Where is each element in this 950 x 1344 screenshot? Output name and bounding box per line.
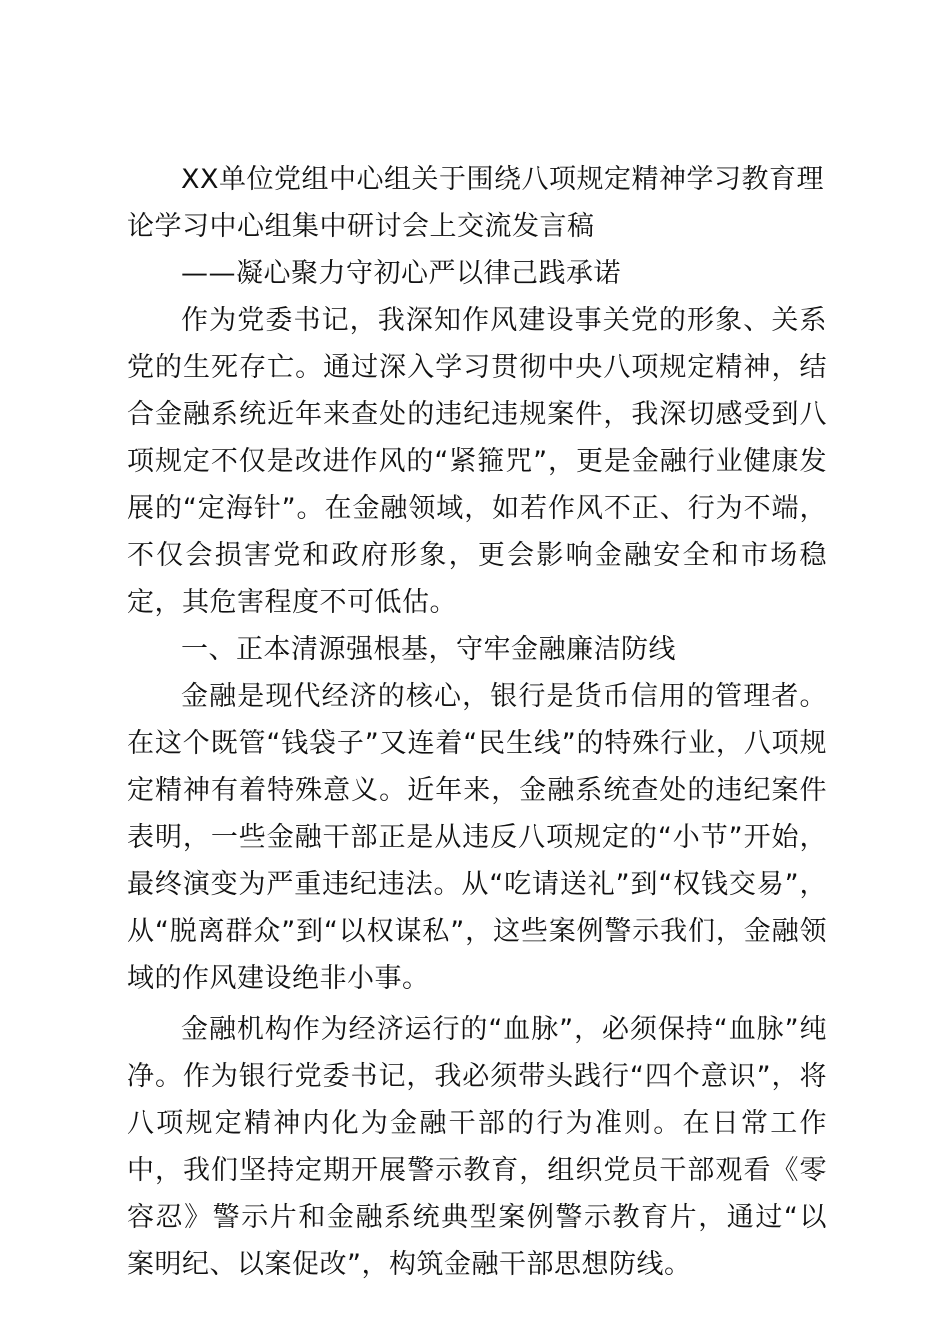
paragraph-body: 金融机构作为经济运行的“血脉”，必须保持“血脉”纯净。作为银行党委书记，我必须带头践行“四个意识”，将八项规定精神内化为金融干部的行为准则。在日常工作中，我们坚持定期开展警示教育，组织党员干部观看《零容忍》警示片和金融系统典型案例警示教育片，通过“以案明纪、以案促改”，构筑金融干部思想防线。: [127, 1014, 827, 1280]
section-heading: 一、正本清源强根基，守牢金融廉洁防线: [181, 634, 676, 665]
document-body: [127, 156, 827, 1288]
document-title: XX单位党组中心组关于围绕八项规定精神学习教育理论学习中心组集中研讨会上交流发言稿: [127, 164, 824, 242]
paragraph-intro: 作为党委书记，我深知作风建设事关党的形象、关系党的生死存亡。通过深入学习贯彻中央八项规定精神，结合金融系统近年来查处的违纪违规案件，我深切感受到八项规定不仅是改进作风的“紧箍咒”，更是金融行业健康发展的“定海针”。在金融领域，如若作风不正、行为不端，不仅会损害党和政府形象，更会影响金融安全和市场稳定，其危害程度不可低估。: [127, 305, 827, 618]
document-subtitle: ——凝心聚力守初心严以律己践承诺: [181, 258, 621, 289]
paragraph-body: 金融是现代经济的核心，银行是货币信用的管理者。在这个既管“钱袋子”又连着“民生线”的特殊行业，八项规定精神有着特殊意义。近年来，金融系统查处的违纪案件表明，一些金融干部正是从违反八项规定的“小节”开始，最终演变为严重违纪违法。从“吃请送礼”到“权钱交易”，从“脱离群众”到“以权谋私”，这些案例警示我们，金融领域的作风建设绝非小事。: [127, 681, 827, 994]
